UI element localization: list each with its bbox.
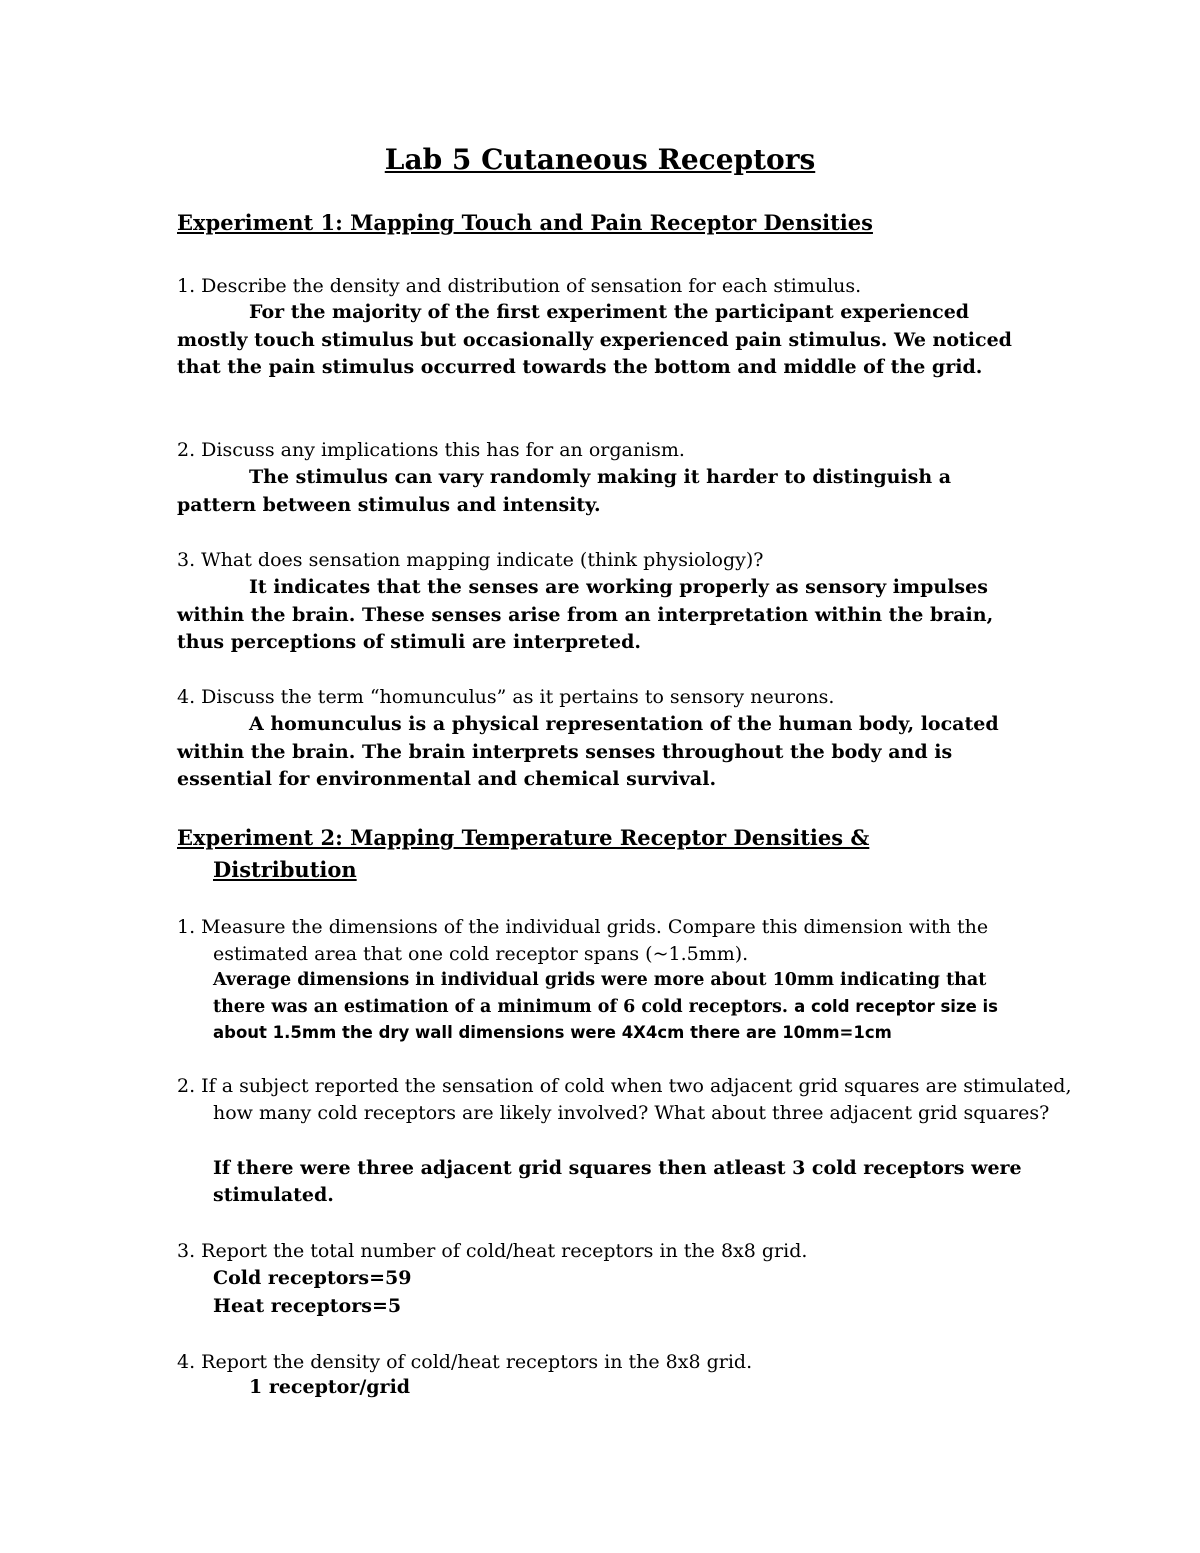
exp2-answer-3-cold: Cold receptors=59 [213,1267,412,1289]
experiment-2-heading [177,822,937,886]
exp1-answer-2: The stimulus can vary randomly making it harder to distinguish a pattern between stimulus and intensity. [177,466,952,516]
exp1-answer-3: It indicates that the senses are working properly as sensory impulses within the brain. These senses arise from an interpretation within the brain, thus perceptions of stimuli are interpreted. [177,576,994,653]
exp2-answer-3-heat: Heat receptors=5 [213,1295,402,1317]
exp2-answer-2: If there were three adjacent grid squares then atleast 3 cold receptors were stimulated. [213,1157,1022,1206]
exp1-question-4: 4. Discuss the term “homunculus” as it pertains to sensory neurons. [177,686,835,708]
experiment-1-heading: Experiment 1: Mapping Touch and Pain Receptor Densities [177,210,873,235]
exp1-question-1: 1. Describe the density and distribution of sensation for each stimulus. [177,275,862,297]
exp2-answer-4: 1 receptor/grid [249,1376,411,1398]
exp2-question-4: 4. Report the density of cold/heat receptors in the 8x8 grid. [177,1351,753,1373]
experiment-2-heading-line-1: Experiment 2: Mapping Temperature Receptor Densities & [177,825,870,850]
experiment-2-heading-line-2: Distribution [213,857,357,882]
exp2-question-2: 2. If a subject reported the sensation of cold when two adjacent grid squares are stimulated, how many cold receptors are likely involved? What about three adjacent grid squares? [177,1075,1072,1124]
exp2-answer-1 [213,968,1033,1047]
exp1-answer-1: For the majority of the first experiment the participant experienced mostly touch stimulus but occasionally experienced pain stimulus. We noticed that the pain stimulus occurred towards the bottom and middle of the grid. [177,301,1012,378]
exp1-question-2: 2. Discuss any implications this has for an organism. [177,439,685,461]
exp2-question-1: 1. Measure the dimensions of the individual grids. Compare this dimension with the estimated area that one cold receptor spans (~1.5mm). [177,916,989,965]
exp2-answer-1-part-2: a cold receptor size is about 1.5mm the dry wall dimensions were 4X4cm there are 10mm=1cm [213,996,998,1042]
document-title: Lab 5 Cutaneous Receptors [384,143,816,176]
exp2-answer-1-part-1: Average dimensions in individual grids were more about 10mm indicating that there was an estimation of a minimum of 6 cold receptors. [213,970,987,1017]
exp1-question-3: 3. What does sensation mapping indicate (think physiology)? [177,549,764,571]
exp1-answer-4: A homunculus is a physical representation of the human body, located within the brain. The brain interprets senses throughout the body and is essential for environmental and chemical survival. [177,713,999,790]
exp2-question-3: 3. Report the total number of cold/heat receptors in the 8x8 grid. [177,1240,808,1262]
